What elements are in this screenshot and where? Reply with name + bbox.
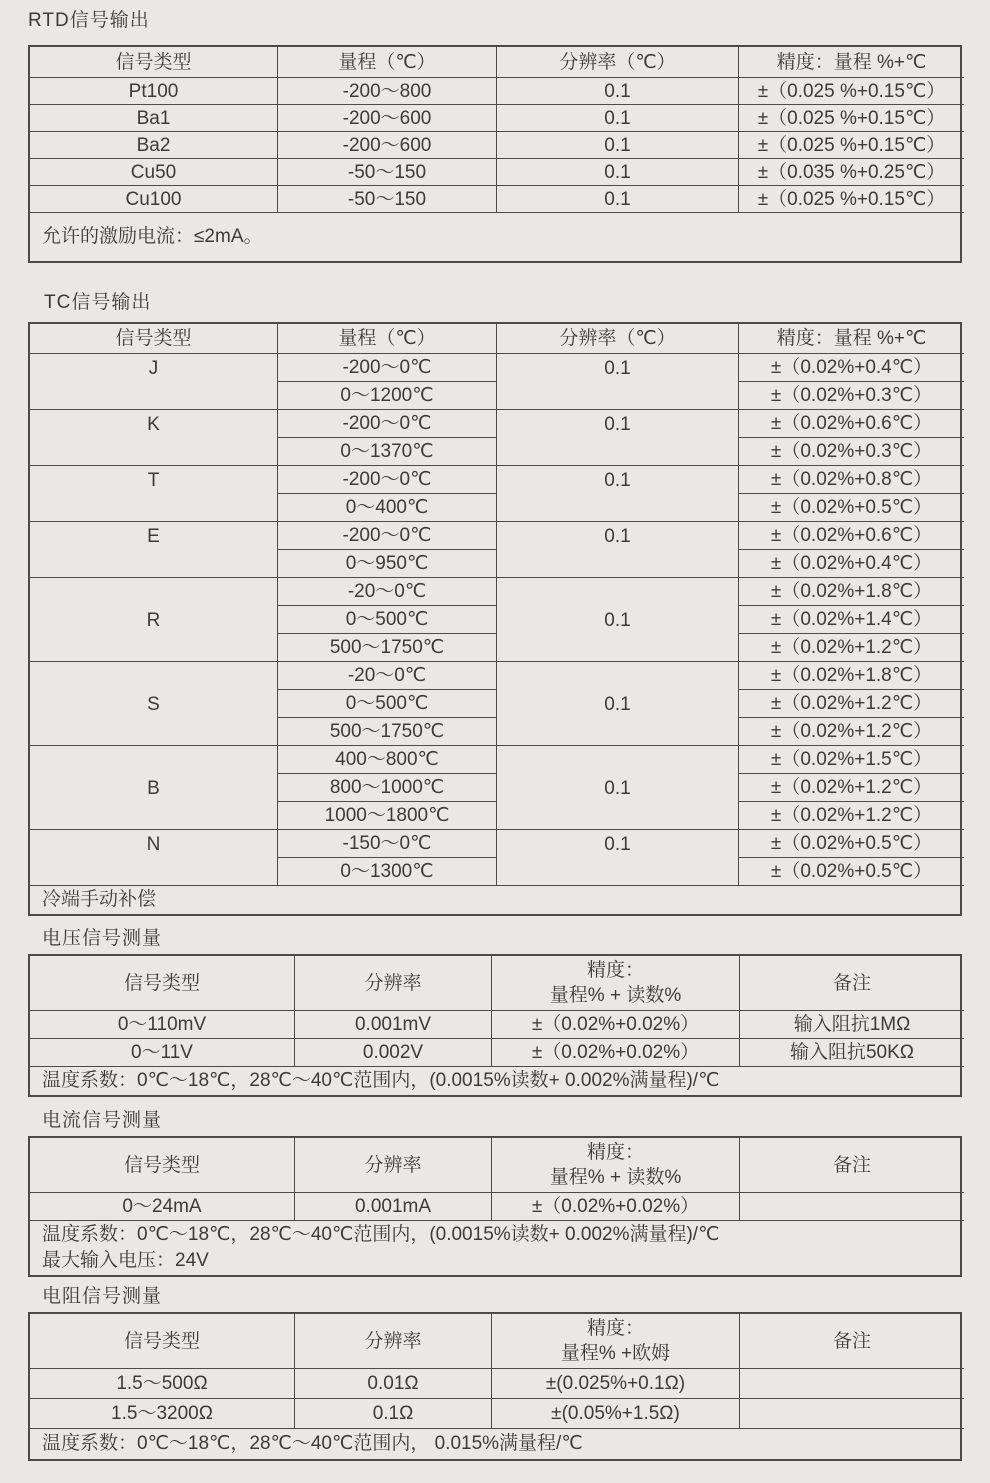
table-cell: 0～110mV [30,1011,295,1039]
accuracy-cell: ±（0.02%+1.8℃） [739,578,964,606]
table-cell: Pt100 [30,78,278,105]
resolution-cell [497,466,739,522]
text-line: 量程% + 读数% [549,1167,682,1188]
range-cell: -20～0℃ [278,662,497,690]
accuracy-cell: ±（0.02%+1.2℃） [739,774,964,802]
text-line: 精度： [586,960,644,981]
signal-type-cell [30,522,278,578]
range-cell: -200～0℃ [278,410,497,438]
text-line: 量程% + 读数% [549,985,682,1006]
table-cell: 0.1 [497,186,739,213]
section-title-rtd-output: RTD信号输出 [28,10,150,31]
footer-line: 冷端手动补偿 [42,889,157,910]
table-cell: ±（0.02%+0.02%） [492,1011,740,1039]
accuracy-cell: ±（0.02%+1.2℃） [739,718,964,746]
table-cell [740,1369,964,1399]
column-header: 备注 [740,1314,964,1369]
table-cell: ±（0.035 %+0.25℃） [739,159,964,186]
accuracy-cell: ±（0.02%+0.8℃） [739,466,964,494]
resolution-cell [497,522,739,578]
range-cell: -20～0℃ [278,578,497,606]
spec-document-page [0,8,990,1483]
column-header: 信号类型 [30,956,295,1011]
footer-line: 温度系数：0℃～18℃，28℃～40℃范围内， 0.015%满量程/℃ [42,1433,583,1454]
column-header: 分辨率（℃） [497,324,739,354]
resolution-value: 0.1 [604,357,631,379]
range-cell: 0～1200℃ [278,382,497,410]
text-line: 量程% +欧姆 [560,1343,671,1364]
resolution-cell [497,578,739,662]
table-cell: 0.01Ω [295,1369,492,1399]
range-cell: 0～950℃ [278,550,497,578]
table-footer-note [30,886,964,914]
column-header: 信号类型 [30,324,278,354]
resolution-value: 0.1 [604,777,631,799]
table-cell: Ba1 [30,105,278,132]
section-title-resistance-measure: 电阻信号测量 [42,1286,163,1307]
section-title-tc-output: TC信号输出 [44,292,152,313]
text-line: 精度： [586,1142,644,1163]
column-header [492,1138,740,1193]
table-cell: 0.001mA [295,1193,492,1221]
footer-line: 温度系数：0℃～18℃，28℃～40℃范围内，(0.0015%读数+ 0.002%满量程)/℃ [42,1224,720,1245]
signal-type-label: T [147,469,160,491]
accuracy-cell: ±（0.02%+0.3℃） [739,382,964,410]
accuracy-cell: ±（0.02%+1.2℃） [739,634,964,662]
range-cell: 0～1370℃ [278,438,497,466]
resistance-signal-table [28,1312,962,1461]
accuracy-cell: ±（0.02%+1.8℃） [739,662,964,690]
column-header: 精度：量程 %+℃ [739,47,964,78]
table-footer-note [30,213,964,261]
column-header: 分辨率（℃） [497,47,739,78]
resolution-value: 0.1 [604,833,631,855]
accuracy-cell: ±（0.02%+0.5℃） [739,858,964,886]
table-cell: -200～600 [278,132,497,159]
accuracy-cell: ±（0.02%+0.3℃） [739,438,964,466]
table-cell: 0.1 [497,78,739,105]
table-cell: Cu100 [30,186,278,213]
table-cell: 输入阻抗1MΩ [740,1011,964,1039]
column-header: 分辨率 [295,1314,492,1369]
section-title-voltage-measure: 电压信号测量 [42,928,163,949]
table-cell: 输入阻抗50KΩ [740,1039,964,1067]
column-header [492,1314,740,1369]
table-cell: ±(0.025%+0.1Ω) [492,1369,740,1399]
column-header: 信号类型 [30,47,278,78]
section-title-current-measure: 电流信号测量 [42,1110,163,1131]
column-header: 备注 [740,956,964,1011]
table-cell: 1.5～3200Ω [30,1399,295,1429]
signal-type-label: K [147,413,160,435]
signal-type-cell [30,662,278,746]
signal-type-cell [30,466,278,522]
column-header: 精度：量程 %+℃ [739,324,964,354]
signal-type-cell [30,578,278,662]
range-cell: -150～0℃ [278,830,497,858]
range-cell: 0～500℃ [278,606,497,634]
table-cell: -200～600 [278,105,497,132]
table-cell: ±(0.05%+1.5Ω) [492,1399,740,1429]
accuracy-cell: ±（0.02%+1.2℃） [739,802,964,830]
resolution-cell [497,410,739,466]
range-cell: -200～0℃ [278,466,497,494]
signal-type-label: E [147,525,160,547]
table-footer-note [30,1067,964,1095]
footer-line: 最大输入电压：24V [42,1250,209,1271]
table-cell: 0.1 [497,159,739,186]
table-cell: ±（0.02%+0.02%） [492,1039,740,1067]
table-cell: ±（0.025 %+0.15℃） [739,132,964,159]
column-header: 分辨率 [295,1138,492,1193]
text-line: 精度： [586,1318,644,1339]
table-cell: 1.5～500Ω [30,1369,295,1399]
signal-type-cell [30,830,278,886]
range-cell: -200～0℃ [278,522,497,550]
column-header: 量程（℃） [278,47,497,78]
range-cell: -200～0℃ [278,354,497,382]
table-cell: 0～24mA [30,1193,295,1221]
tc-signal-table [28,322,962,916]
table-cell: ±（0.025 %+0.15℃） [739,186,964,213]
resolution-value: 0.1 [604,525,631,547]
table-cell: 0～11V [30,1039,295,1067]
current-signal-table [28,1136,962,1277]
table-cell: ±（0.025 %+0.15℃） [739,105,964,132]
table-footer-note [30,1429,964,1459]
column-header [492,956,740,1011]
signal-type-label: J [148,357,159,379]
table-cell: 0.002V [295,1039,492,1067]
rtd-signal-table [28,45,962,263]
accuracy-cell: ±（0.02%+0.6℃） [739,522,964,550]
column-header: 信号类型 [30,1314,295,1369]
table-cell: 0.1 [497,105,739,132]
column-header: 分辨率 [295,956,492,1011]
table-cell: -200～800 [278,78,497,105]
footer-line: 允许的激励电流：≤2mA。 [42,226,263,247]
signal-type-label: S [147,693,160,715]
column-header: 备注 [740,1138,964,1193]
column-header: 量程（℃） [278,324,497,354]
range-cell: 500～1750℃ [278,718,497,746]
table-cell: -50～150 [278,159,497,186]
resolution-value: 0.1 [604,413,631,435]
table-cell: -50～150 [278,186,497,213]
resolution-value: 0.1 [604,609,631,631]
signal-type-label: N [146,833,161,855]
range-cell: 500～1750℃ [278,634,497,662]
range-cell: 0～400℃ [278,494,497,522]
resolution-value: 0.1 [604,469,631,491]
table-cell: 0.001mV [295,1011,492,1039]
range-cell: 400～800℃ [278,746,497,774]
column-header: 信号类型 [30,1138,295,1193]
resolution-cell [497,746,739,830]
table-cell: ±（0.02%+0.02%） [492,1193,740,1221]
accuracy-cell: ±（0.02%+0.5℃） [739,494,964,522]
range-cell: 0～1300℃ [278,858,497,886]
range-cell: 0～500℃ [278,690,497,718]
signal-type-cell [30,354,278,410]
accuracy-cell: ±（0.02%+0.4℃） [739,354,964,382]
accuracy-cell: ±（0.02%+0.6℃） [739,410,964,438]
resolution-cell [497,830,739,886]
accuracy-cell: ±（0.02%+0.5℃） [739,830,964,858]
table-cell: 0.1 [497,132,739,159]
accuracy-cell: ±（0.02%+1.2℃） [739,690,964,718]
table-footer-note [30,1221,964,1275]
resolution-cell [497,662,739,746]
accuracy-cell: ±（0.02%+1.4℃） [739,606,964,634]
resolution-value: 0.1 [604,693,631,715]
footer-line: 温度系数：0℃～18℃，28℃～40℃范围内，(0.0015%读数+ 0.002%满量程)/℃ [42,1070,720,1091]
voltage-signal-table [28,954,962,1097]
table-cell: ±（0.025 %+0.15℃） [739,78,964,105]
table-cell [740,1193,964,1221]
range-cell: 1000～1800℃ [278,802,497,830]
signal-type-label: R [146,609,161,631]
range-cell: 800～1000℃ [278,774,497,802]
table-cell: 0.1Ω [295,1399,492,1429]
table-cell: Ba2 [30,132,278,159]
signal-type-cell [30,746,278,830]
resolution-cell [497,354,739,410]
accuracy-cell: ±（0.02%+0.4℃） [739,550,964,578]
table-cell: Cu50 [30,159,278,186]
table-cell [740,1399,964,1429]
signal-type-label: B [147,777,160,799]
accuracy-cell: ±（0.02%+1.5℃） [739,746,964,774]
signal-type-cell [30,410,278,466]
